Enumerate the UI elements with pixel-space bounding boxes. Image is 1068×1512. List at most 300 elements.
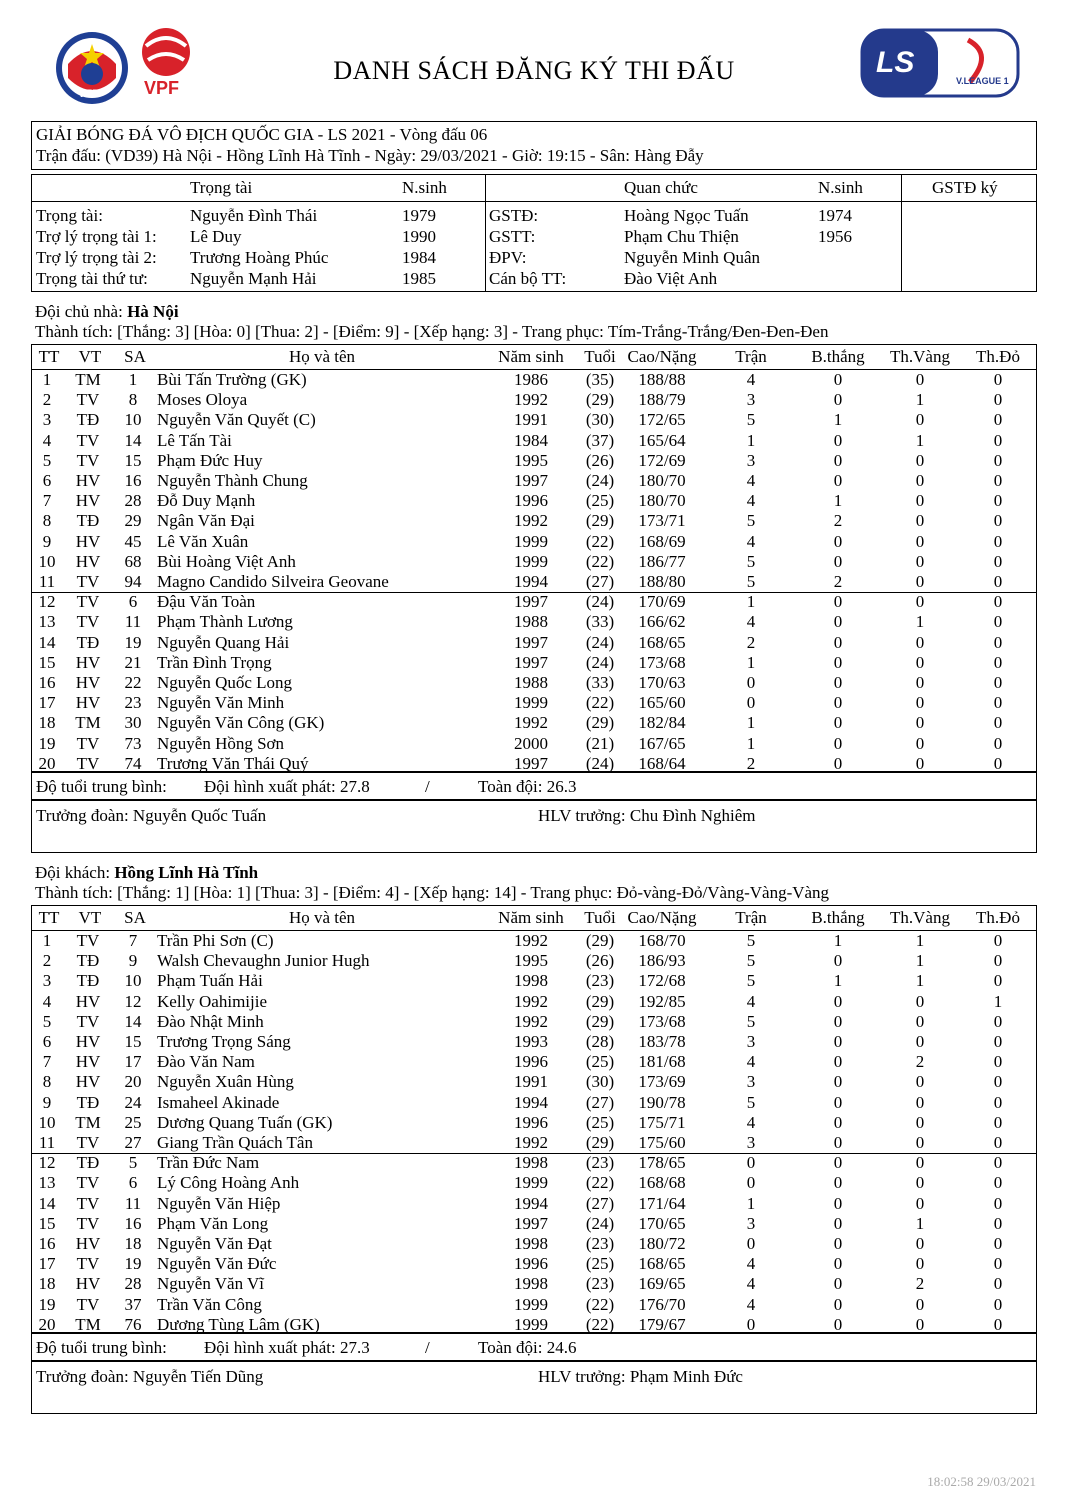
player-cell: 2 [746,753,756,773]
player-cell: 188/79 [638,390,686,410]
player-cell: 0 [833,1133,843,1152]
player-cell: (22) [585,693,615,713]
player-cell: 0 [993,1112,1003,1132]
player-cell: 170/63 [638,673,686,692]
officials-header-sup: Quan chức [624,178,698,197]
official-name: Trương Hoàng Phúc [190,248,329,267]
player-cell: 172/68 [638,971,686,991]
player-cell: (22) [585,551,615,571]
away-team-label: Đội khách: [35,863,111,882]
player-row [32,1295,1036,1315]
player-cell: 0 [993,652,1003,672]
player-cell: 4 [746,1254,756,1274]
player-row [32,431,1036,451]
player-cell: 2 [833,511,843,531]
player-cell: 30 [124,713,142,733]
player-cell: 16 [124,1213,142,1233]
player-cell: 15 [124,450,142,470]
player-row [32,451,1036,471]
player-cell: (21) [585,733,615,753]
player-cell: 1998 [514,971,548,991]
player-cell: 0 [746,1153,756,1173]
column-header: B.thắng [811,347,865,366]
player-cell: 17 [38,693,56,713]
player-cell: 3 [746,1213,756,1233]
official-role: Trọng tài thứ tư: [36,269,148,288]
player-cell: 0 [993,673,1003,692]
player-row [32,1093,1036,1113]
player-row [32,992,1036,1012]
player-cell: Nguyễn Văn Đạt [157,1234,272,1253]
player-cell: 1997 [514,1213,548,1233]
player-cell: 8 [42,1072,52,1092]
player-cell: 2 [42,390,52,410]
player-cell: Giang Trần Quách Tân [157,1133,313,1152]
player-cell: (25) [585,491,615,511]
player-cell: (25) [585,1052,615,1072]
print-timestamp: 18:02:58 29/03/2021 [927,1474,1036,1489]
player-cell: 0 [746,673,756,692]
player-cell: 20 [124,1072,142,1092]
player-cell: (24) [585,753,615,773]
player-cell: Trần Đức Nam [157,1153,260,1173]
player-cell: 0 [993,450,1003,470]
player-cell: 1999 [514,693,548,713]
player-cell: 14 [124,1011,142,1031]
player-cell: (29) [585,390,615,410]
player-cell: 0 [915,450,925,470]
official-born: 1979 [402,206,436,225]
player-cell: 1 [915,430,925,450]
player-cell: 22 [124,673,142,692]
player-cell: Nguyễn Văn Vĩ [157,1274,265,1294]
player-cell: 8 [128,390,138,410]
player-cell: 20 [38,753,56,773]
player-cell: HV [75,652,101,672]
away-staff-box [31,1361,1037,1414]
player-cell: (33) [585,673,615,692]
column-header: Năm sinh [498,908,564,927]
player-row [32,1234,1036,1254]
player-cell: 0 [746,1314,756,1334]
ls-logo-text: LS [876,46,915,79]
player-cell: (29) [585,931,615,950]
player-cell: 68 [124,551,142,571]
player-cell: 1986 [514,370,548,389]
player-cell: Nguyễn Văn Hiệp [157,1193,281,1213]
column-header: TT [38,347,60,366]
player-cell: 178/65 [638,1153,686,1173]
player-cell: 16 [124,471,142,490]
player-cell: 4 [746,1052,756,1072]
player-cell: 4 [746,471,756,490]
official-role: Trợ lý trọng tài 1: [36,227,157,246]
player-cell: 5 [42,1011,52,1031]
player-cell: 20 [38,1314,56,1334]
player-cell: 1 [833,491,843,511]
player-cell: 1991 [514,1072,548,1092]
player-cell: 8 [42,511,52,531]
player-cell: 1 [746,713,756,733]
player-cell: 1 [833,971,843,991]
player-row [32,1274,1036,1294]
player-cell: 0 [833,612,843,632]
player-cell: 4 [746,531,756,551]
official-name: Lê Duy [190,227,242,246]
column-header: Cao/Nặng [627,908,697,927]
player-cell: TV [76,1254,100,1274]
player-cell: (24) [585,471,615,490]
player-cell: TV [76,592,100,612]
player-cell: TV [76,390,100,410]
player-cell: 1999 [514,551,548,571]
official-born: 1974 [818,206,852,225]
player-cell: TĐ [76,951,100,971]
player-cell: 0 [915,673,925,692]
column-header: B.thắng [811,908,865,927]
player-cell: 5 [746,971,756,991]
player-cell: 3 [746,1032,756,1051]
player-cell: 1999 [514,531,548,551]
player-cell: HV [75,1234,101,1253]
player-cell: TV [76,1011,100,1031]
player-cell: 0 [833,753,843,773]
player-row [32,491,1036,511]
player-cell: 0 [915,713,925,733]
player-cell: 1996 [514,1112,548,1132]
official-name: Hoàng Ngọc Tuấn [624,206,749,225]
player-cell: 10 [124,971,142,991]
player-cell: 5 [746,410,756,430]
player-cell: 4 [42,991,52,1011]
player-cell: Nguyễn Quốc Long [157,673,293,692]
player-cell: Nguyễn Văn Minh [157,693,285,713]
home-avg-sep: / [425,777,430,796]
player-cell: 0 [833,1254,843,1274]
player-cell: 16 [38,673,56,692]
player-cell: 6 [42,1032,52,1051]
player-cell: Phạm Văn Long [157,1213,269,1233]
player-cell: 0 [833,1052,843,1072]
away-avg-all: Toàn đội: 24.6 [478,1338,577,1357]
player-cell: 0 [993,491,1003,511]
player-cell: 168/65 [638,1254,686,1274]
home-manager: Trưởng đoàn: Nguyễn Quốc Tuấn [36,806,267,825]
player-cell: 1994 [514,572,548,591]
officials-header-sign: GSTĐ ký [932,178,998,197]
player-cell: 4 [746,991,756,1011]
player-row [32,1194,1036,1214]
player-cell: 175/71 [638,1112,686,1132]
player-cell: 19 [124,632,142,652]
player-cell: TM [75,1314,101,1334]
player-cell: 0 [915,370,925,389]
column-header: Tuổi [584,908,616,927]
player-cell: HV [75,693,101,713]
player-cell: 1 [746,592,756,612]
player-row [32,612,1036,632]
column-header: Trận [735,347,767,366]
column-header: Th.Đỏ [976,347,1020,366]
player-cell: 19 [124,1254,142,1274]
player-cell: 186/77 [638,551,686,571]
player-cell: 0 [915,471,925,490]
player-cell: 188/88 [638,370,686,389]
player-row [32,931,1036,951]
player-cell: 0 [993,1133,1003,1152]
player-cell: 1 [128,370,138,389]
official-born: 1990 [402,227,436,246]
player-cell: 11 [124,612,142,632]
player-row [32,713,1036,733]
player-cell: 4 [746,491,756,511]
player-cell: (33) [585,612,615,632]
player-row [32,1214,1036,1234]
player-cell: Trần Văn Công [157,1294,262,1314]
player-row [32,653,1036,673]
player-cell: 1995 [514,951,548,971]
player-cell: 7 [128,931,138,950]
player-cell: Lý Công Hoàng Anh [157,1173,300,1193]
player-cell: 16 [38,1234,56,1253]
vpf-logo-text: VPF [144,78,180,98]
column-header: SA [124,908,146,927]
player-cell: 168/65 [638,632,686,652]
player-cell: HV [75,551,101,571]
player-row [32,1315,1036,1335]
player-cell: TĐ [76,410,100,430]
player-cell: 0 [746,1234,756,1253]
player-cell: Lê Văn Xuân [157,531,249,551]
player-cell: 1992 [514,931,548,950]
player-cell: 169/65 [638,1274,686,1294]
player-cell: 14 [38,632,56,652]
vff-logo-text: VFF [78,88,99,100]
player-cell: 0 [993,1254,1003,1274]
player-cell: 1 [915,951,925,971]
player-cell: 3 [42,410,52,430]
player-cell: 175/60 [638,1133,686,1152]
player-cell: 4 [746,1112,756,1132]
player-cell: Trương Văn Thái Quý [157,753,309,773]
player-cell: 0 [915,1072,925,1092]
player-cell: 0 [833,1011,843,1031]
player-cell: 0 [833,450,843,470]
player-cell: 3 [746,1072,756,1092]
player-cell: TV [76,733,100,753]
player-cell: 0 [993,551,1003,571]
player-cell: 0 [993,733,1003,753]
player-cell: 1 [915,612,925,632]
player-cell: HV [75,531,101,551]
match-details: Trận đấu: (VD39) Hà Nội - Hồng Lĩnh Hà Tĩnh - Ngày: 29/03/2021 - Giờ: 19:15 - Sân: Hàng Đẫy [36,146,704,165]
player-cell: Phạm Tuấn Hải [157,971,263,991]
player-cell: (23) [585,1274,615,1294]
player-cell: 0 [915,1133,925,1152]
home-staff-box [31,800,1037,853]
player-cell: 1998 [514,1274,548,1294]
player-cell: 1996 [514,1254,548,1274]
player-cell: 94 [124,572,142,591]
player-cell: TV [76,612,100,632]
player-cell: 0 [993,511,1003,531]
player-cell: 25 [124,1112,142,1132]
player-row [32,1133,1036,1153]
player-cell: 3 [746,390,756,410]
player-cell: 182/84 [638,713,686,733]
player-cell: (27) [585,1193,615,1213]
player-cell: 0 [833,471,843,490]
player-cell: Trương Trọng Sáng [157,1032,291,1051]
player-cell: 2 [833,572,843,591]
player-cell: Đỗ Duy Mạnh [157,491,256,511]
player-cell: 1988 [514,673,548,692]
player-cell: 0 [993,971,1003,991]
player-cell: Bùi Tấn Trường (GK) [157,370,307,389]
player-cell: 0 [915,1032,925,1051]
column-header: Họ và tên [288,347,356,366]
player-cell: 0 [993,1092,1003,1112]
player-cell: TM [75,713,101,733]
player-cell: (30) [585,410,615,430]
player-cell: TV [76,1213,100,1233]
player-cell: 1 [746,430,756,450]
player-cell: 11 [38,572,56,591]
player-cell: 0 [833,632,843,652]
player-cell: 0 [915,491,925,511]
player-row [32,1113,1036,1133]
player-cell: 0 [833,592,843,612]
player-cell: 0 [833,673,843,692]
player-row [32,1254,1036,1274]
player-cell: 5 [42,450,52,470]
player-cell: 4 [746,1294,756,1314]
column-header: VT [78,908,102,927]
official-role: GSTĐ: [489,206,539,225]
player-cell: (25) [585,1254,615,1274]
player-cell: 0 [833,652,843,672]
player-cell: TV [76,1294,100,1314]
player-cell: 29 [124,511,142,531]
player-cell: 0 [993,713,1003,733]
player-cell: 0 [993,1294,1003,1314]
player-cell: 1992 [514,991,548,1011]
player-cell: 76 [124,1314,142,1334]
player-cell: 21 [124,652,142,672]
player-cell: 0 [833,430,843,450]
player-cell: 1 [915,931,925,950]
official-role: Trọng tài: [36,206,103,225]
player-cell: HV [75,673,101,692]
player-cell: 1994 [514,1193,548,1213]
player-cell: 0 [993,572,1003,591]
player-cell: (27) [585,572,615,591]
player-cell: HV [75,1274,101,1294]
officials-header-ref: Trọng tài [190,178,253,197]
player-cell: 0 [993,632,1003,652]
player-cell: 5 [128,1153,138,1173]
player-cell: 4 [42,430,52,450]
player-cell: 10 [38,551,56,571]
player-cell: (26) [585,450,615,470]
player-cell: 0 [915,511,925,531]
player-cell: TM [75,1112,101,1132]
player-cell: 0 [915,1193,925,1213]
home-team-name: Hà Nội [127,302,179,321]
player-cell: TĐ [76,632,100,652]
player-cell: 0 [993,370,1003,389]
player-cell: 7 [42,491,52,511]
player-row [32,370,1036,390]
player-cell: 12 [124,991,142,1011]
player-cell: 19 [38,1294,56,1314]
player-row [32,693,1036,713]
player-cell: TV [76,753,100,773]
player-cell: 0 [993,1011,1003,1031]
player-cell: 0 [993,693,1003,713]
player-cell: Nguyễn Văn Đức [157,1254,277,1274]
player-cell: 1995 [514,450,548,470]
column-header: Trận [735,908,767,927]
match-league: GIẢI BÓNG ĐÁ VÔ ĐỊCH QUỐC GIA - LS 2021 - Vòng đấu 06 [36,125,488,144]
player-cell: 1999 [514,1314,548,1334]
player-cell: HV [75,471,101,490]
player-cell: 168/69 [638,531,686,551]
player-cell: 11 [38,1133,56,1152]
player-cell: 0 [993,1234,1003,1253]
player-cell: 0 [993,531,1003,551]
player-cell: 2 [42,951,52,971]
player-row [32,1052,1036,1072]
column-header: Cao/Nặng [627,347,697,366]
column-header: Th.Đỏ [976,908,1020,927]
official-role: GSTT: [489,227,536,246]
player-cell: 0 [993,592,1003,612]
player-cell: 2 [915,1274,925,1294]
player-row [32,1032,1036,1052]
player-cell: 170/65 [638,1213,686,1233]
player-cell: 1 [746,1193,756,1213]
player-cell: 2 [746,632,756,652]
player-cell: 172/65 [638,410,686,430]
player-cell: 2 [915,1052,925,1072]
player-cell: 15 [38,1213,56,1233]
player-cell: Đào Nhật Minh [157,1011,264,1031]
official-name: Phạm Chu Thiện [624,227,739,246]
player-cell: 0 [915,1173,925,1193]
player-row [32,1173,1036,1193]
player-cell: 0 [915,1011,925,1031]
player-cell: 0 [833,1314,843,1334]
player-cell: TV [76,1193,100,1213]
player-cell: Đậu Văn Toàn [157,592,256,612]
player-cell: 0 [993,1193,1003,1213]
player-cell: Bùi Hoàng Việt Anh [157,551,296,571]
player-cell: 1 [833,931,843,950]
player-cell: (35) [585,370,615,389]
player-cell: TĐ [76,511,100,531]
player-cell: TV [76,1133,100,1152]
away-avg-sep: / [425,1338,430,1357]
player-cell: 0 [746,1173,756,1193]
player-cell: 166/62 [638,612,686,632]
player-cell: 6 [128,592,138,612]
player-cell: 0 [915,1112,925,1132]
player-cell: (22) [585,531,615,551]
player-cell: 23 [124,693,142,713]
player-cell: 1988 [514,612,548,632]
officials-box [31,174,1037,292]
